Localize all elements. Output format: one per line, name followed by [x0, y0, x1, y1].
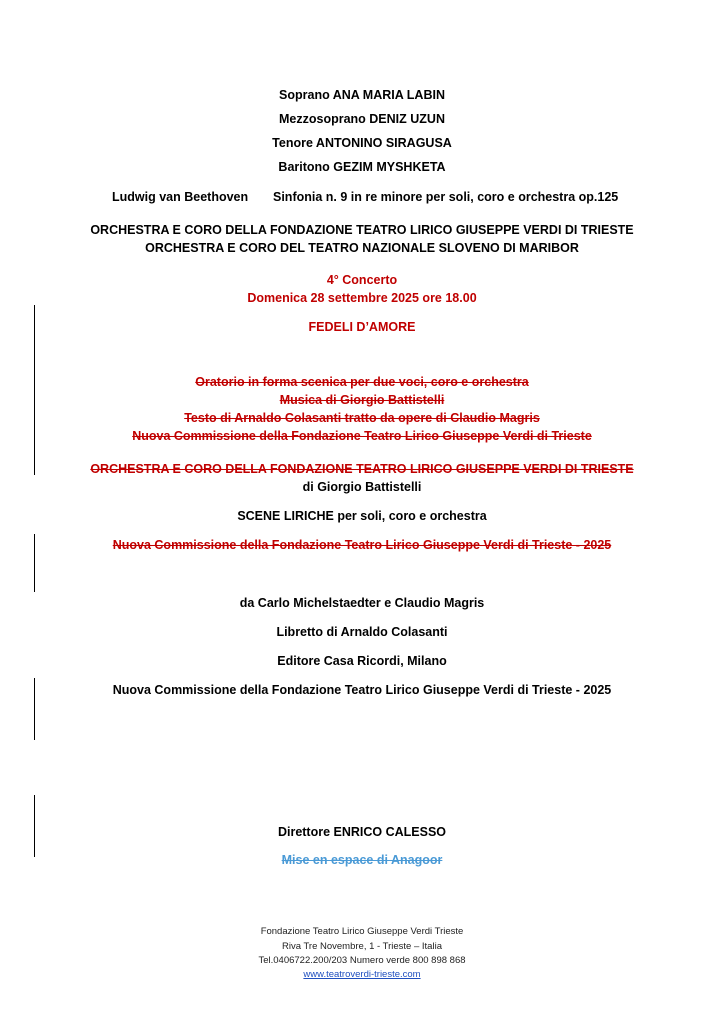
- footer-link-wrapper: [0, 969, 724, 981]
- struck-commission-2025: Nuova Commissione della Fondazione Teatro Lirico Giuseppe Verdi di Trieste - 2025: [112, 538, 612, 552]
- director: Direttore ENRICO CALESSO: [277, 825, 447, 839]
- struck-mise-en-espace: Mise en espace di Anagoor: [281, 853, 443, 867]
- website-link[interactable]: www.teatroverdi-trieste.com: [303, 969, 421, 980]
- work-sinfonia: Sinfonia n. 9 in re minore per soli, coro e orchestra op.125: [273, 190, 619, 204]
- struck-orchestra: ORCHESTRA E CORO DELLA FONDAZIONE TEATRO LIRICO GIUSEPPE VERDI DI TRIESTE: [90, 462, 634, 476]
- struck-oratorio: Oratorio in forma scenica per due voci, coro e orchestra: [195, 375, 529, 389]
- credit-commission: Nuova Commissione della Fondazione Teatro Lirico Giuseppe Verdi di Trieste - 2025: [112, 683, 612, 697]
- revision-bar: [34, 305, 35, 475]
- revision-bar: [34, 795, 35, 857]
- scene-liriche: SCENE LIRICHE per soli, coro e orchestra: [237, 509, 487, 523]
- credit-editor: Editore Casa Ricordi, Milano: [277, 654, 447, 668]
- footer-address: Riva Tre Novembre, 1 - Trieste – Italia: [282, 941, 442, 952]
- cast-baritono: Baritono GEZIM MYSHKETA: [278, 160, 446, 174]
- struck-commission-1: Nuova Commissione della Fondazione Teatro Lirico Giuseppe Verdi di Trieste: [132, 429, 592, 443]
- struck-testo: Testo di Arnaldo Colasanti tratto da opere di Claudio Magris: [184, 411, 540, 425]
- concert-date: Domenica 28 settembre 2025 ore 18.00: [247, 291, 477, 305]
- credit-source: da Carlo Michelstaedter e Claudio Magris: [239, 596, 485, 610]
- revision-bar: [34, 534, 35, 592]
- cast-tenore: Tenore ANTONINO SIRAGUSA: [272, 136, 452, 150]
- cast-soprano: Soprano ANA MARIA LABIN: [279, 88, 445, 102]
- revision-bar: [34, 678, 35, 740]
- by-line: di Giorgio Battistelli: [302, 480, 422, 494]
- orchestra-maribor: ORCHESTRA E CORO DEL TEATRO NAZIONALE SLOVENO DI MARIBOR: [145, 241, 579, 255]
- footer-phone: Tel.0406722.200/203 Numero verde 800 898 868: [258, 955, 466, 966]
- footer-org: Fondazione Teatro Lirico Giuseppe Verdi Trieste: [260, 926, 464, 937]
- credit-libretto: Libretto di Arnaldo Colasanti: [276, 625, 448, 639]
- struck-musica: Musica di Giorgio Battistelli: [279, 393, 445, 407]
- orchestra-trieste: ORCHESTRA E CORO DELLA FONDAZIONE TEATRO LIRICO GIUSEPPE VERDI DI TRIESTE: [90, 223, 634, 237]
- concert-number: 4° Concerto: [326, 273, 398, 287]
- concert-title: FEDELI D’AMORE: [308, 320, 416, 334]
- composer-beethoven: Ludwig van Beethoven: [112, 190, 249, 204]
- cast-mezzosoprano: Mezzosoprano DENIZ UZUN: [279, 112, 445, 126]
